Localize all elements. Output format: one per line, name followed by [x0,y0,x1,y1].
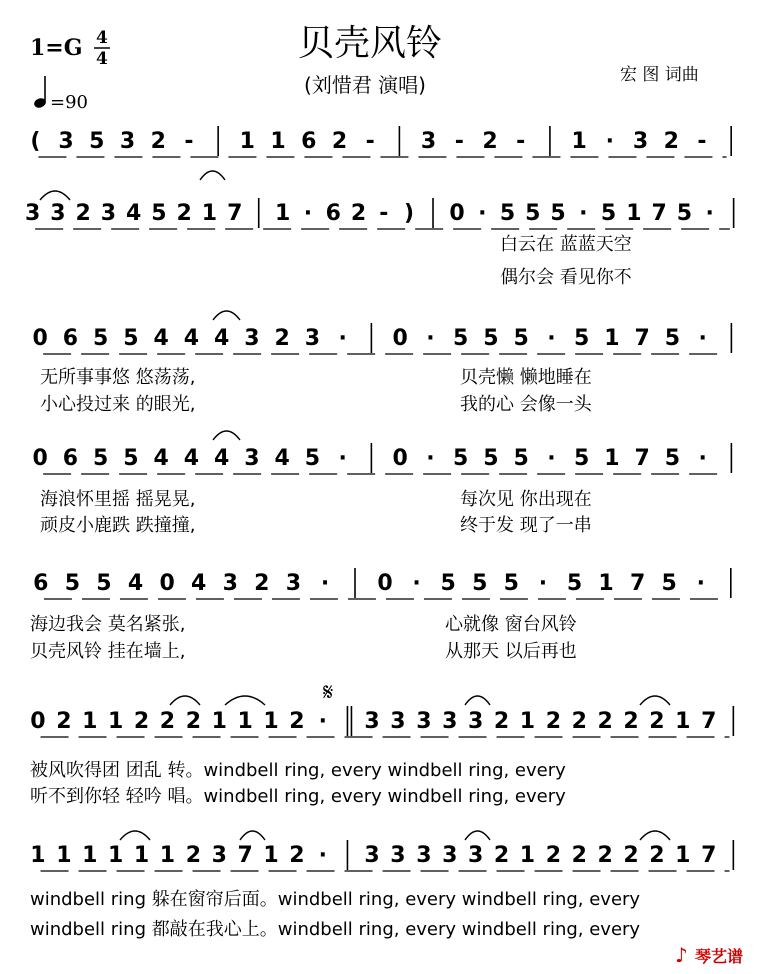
note-4: 4 [153,326,169,351]
note-2: 2 [571,709,587,734]
note-2: 2 [274,326,290,351]
note-·: · [426,326,435,351]
note--: - [184,129,194,154]
note-3: 3 [211,843,227,868]
slur [40,191,70,200]
note-3: 3 [416,843,432,868]
note-5: 5 [89,129,105,154]
lyric-line: 海边我会 莫名紧张, [30,614,186,635]
note-1: 1 [159,843,176,868]
lyric-line: 顽皮小鹿跌 跌撞撞, [40,515,196,536]
note-0: 0 [32,326,48,351]
lyric-line: windbell ring 躲在窗帘后面。windbell ring, every windbell ring, every [30,889,641,910]
note-·: · [698,446,707,471]
note-5: 5 [123,446,139,471]
note-5: 5 [452,446,469,471]
note-3: 3 [58,129,74,154]
note-5: 5 [472,571,488,596]
note-2: 2 [493,709,510,734]
tempo-marking: =90 [50,92,88,113]
note-5: 5 [452,326,469,351]
note-2: 2 [649,843,665,868]
lyric-line: 我的心 会像一头 [460,394,592,415]
note-1: 1 [133,843,150,868]
system-1 [30,126,731,157]
note-3: 3 [364,843,380,868]
header [30,23,699,113]
watermark-text: 琴艺谱 [695,947,744,966]
note-3: 3 [467,709,484,734]
performer: (刘惜君 演唱) [304,73,426,97]
note-2: 2 [75,201,91,226]
note-2: 2 [649,709,665,734]
note-1: 1 [201,201,218,226]
segno-sign: 𝄋 [323,678,334,706]
note-3: 3 [442,843,458,868]
slur [640,831,670,840]
note-·: · [318,843,328,868]
note-2: 2 [254,571,270,596]
note-3: 3 [100,201,117,226]
note-5: 5 [483,446,499,471]
note-2: 2 [571,843,587,868]
note-3: 3 [467,843,484,868]
note-2: 2 [185,843,202,868]
note-1: 1 [626,201,642,226]
note-1: 1 [263,709,279,734]
note-7: 7 [634,446,650,471]
note-0: 0 [30,709,46,734]
note-5: 5 [550,201,566,226]
note-5: 5 [123,326,139,351]
note-7: 7 [634,326,650,351]
note-3: 3 [416,709,432,734]
note-5: 5 [96,571,112,596]
note-1: 1 [604,326,620,351]
note-1: 1 [82,709,98,734]
note-1: 1 [275,201,291,226]
note-3: 3 [420,129,437,154]
note-2: 2 [623,843,639,868]
note-2: 2 [623,709,639,734]
note-0: 0 [392,446,408,471]
note-(: ( [30,129,41,154]
note-6: 6 [33,571,49,596]
slur [213,431,240,440]
lyric-line: windbell ring 都敲在我心上。windbell ring, every windbell ring, every [30,919,641,940]
note-1: 1 [519,709,536,734]
time-signature-denominator: 4 [96,49,108,69]
note-0: 0 [449,201,465,226]
note-4: 4 [213,326,230,351]
note-2: 2 [159,709,176,734]
note-7: 7 [227,201,243,226]
note-·: · [320,571,330,596]
note-6: 6 [301,129,317,154]
note-5: 5 [573,446,590,471]
note-1: 1 [82,843,98,868]
note-5: 5 [503,571,519,596]
note-6: 6 [62,326,79,351]
note-5: 5 [664,326,681,351]
note-5: 5 [525,201,541,226]
note-2: 2 [597,709,613,734]
note-4: 4 [191,571,207,596]
lyric-line: 被风吹得团 团乱 转。windbell ring, every windbell ring, every [30,760,566,781]
slur [170,696,200,705]
watermark-logo-icon: ♪ [675,943,688,967]
note-4: 4 [183,446,200,471]
note-5: 5 [676,201,693,226]
credits: 宏 图 词曲 [620,65,699,85]
slur [213,311,240,320]
note-2: 2 [150,129,166,154]
note-2: 2 [56,709,72,734]
note-3: 3 [442,709,458,734]
system-3 [32,323,731,415]
note-1: 1 [675,709,691,734]
note-5: 5 [513,446,529,471]
lyric-line: 贝壳风铃 挂在墙上, [30,641,186,662]
lyric-line: 从那天 以后再也 [445,641,577,662]
lyric-line: 听不到你轻 轻吟 唱。windbell ring, every windbell ring, every [30,786,566,807]
note-·: · [538,571,548,596]
note-6: 6 [325,201,341,226]
note-5: 5 [600,201,617,226]
note-·: · [696,571,705,596]
note-1: 1 [56,843,72,868]
slur [225,696,265,705]
note-1: 1 [571,129,587,154]
note-·: · [605,129,615,154]
note-0: 0 [377,571,393,596]
note-2: 2 [663,129,679,154]
note-·: · [705,201,714,226]
note-5: 5 [661,571,677,596]
system-5 [30,568,731,662]
note-4: 4 [127,571,144,596]
note-3: 3 [390,709,406,734]
note-2: 2 [176,201,192,226]
lyric-line: 小心投过来 的眼光, [40,394,196,415]
note-5: 5 [304,446,321,471]
note-5: 5 [566,571,583,596]
note-4: 4 [183,326,200,351]
note-1: 1 [270,129,286,154]
note-4: 4 [153,446,169,471]
note-·: · [478,201,487,226]
note--: - [365,129,375,154]
note-3: 3 [632,129,649,154]
notation-systems [25,126,734,940]
watermark [675,943,743,967]
note-1: 1 [598,571,614,596]
note-·: · [303,201,313,226]
note--: - [516,129,526,154]
note-·: · [547,326,556,351]
note-7: 7 [629,571,646,596]
quarter-note-icon [33,76,47,109]
note--: - [454,129,464,154]
note-0: 0 [392,326,408,351]
note-5: 5 [513,326,529,351]
note-1: 1 [519,843,536,868]
note-3: 3 [244,326,260,351]
note-4: 4 [213,446,230,471]
note-·: · [698,326,707,351]
note-5: 5 [573,326,590,351]
note-2: 2 [331,129,348,154]
note-1: 1 [107,843,124,868]
note-7: 7 [701,709,717,734]
note-1: 1 [675,843,691,868]
system-6 [30,706,733,807]
system-4 [32,443,731,536]
note-2: 2 [289,843,305,868]
lyric-line: 贝壳懒 懒地睡在 [460,367,592,388]
note-4: 4 [274,446,290,471]
slur [465,696,490,705]
note-2: 2 [545,843,562,868]
song-title: 贝壳风铃 [297,23,443,64]
note-3: 3 [304,326,321,351]
note-·: · [338,326,347,351]
lyric-line: 无所事事悠 悠荡荡, [40,367,196,388]
note-2: 2 [545,709,562,734]
system-7 [30,840,733,940]
note-7: 7 [701,843,717,868]
note--: - [379,201,389,226]
note-·: · [426,446,435,471]
note-5: 5 [499,201,516,226]
note-5: 5 [483,326,499,351]
note-2: 2 [350,201,367,226]
slur [200,171,225,180]
note-5: 5 [440,571,456,596]
note-·: · [579,201,588,226]
note-1: 1 [237,709,253,734]
note-1: 1 [30,843,46,868]
note-3: 3 [119,129,136,154]
note-2: 2 [185,709,202,734]
note-5: 5 [151,201,167,226]
slur [240,831,265,840]
note-1: 1 [239,129,255,154]
note-4: 4 [126,201,142,226]
time-signature-numerator: 4 [96,28,108,48]
lyric-line: 终于发 现了一串 [460,515,592,536]
note-1: 1 [604,446,620,471]
slur [640,696,670,705]
note-): ) [403,201,415,226]
lyric-line: 心就像 窗台风铃 [445,614,577,635]
lyric-line: 海浪怀里摇 摇晃晃, [40,489,196,510]
note-3: 3 [364,709,380,734]
note-5: 5 [92,446,109,471]
note-5: 5 [92,326,109,351]
note-·: · [412,571,421,596]
system-2 [25,198,734,288]
note-2: 2 [493,843,510,868]
note-1: 1 [263,843,279,868]
lyric-line: 每次见 你出现在 [460,489,592,510]
note-·: · [338,446,347,471]
note-0: 0 [32,446,48,471]
note-0: 0 [159,571,175,596]
note-5: 5 [64,571,81,596]
note-3: 3 [24,201,41,226]
note-2: 2 [597,843,613,868]
note-2: 2 [289,709,305,734]
note-3: 3 [222,571,238,596]
lyric-line: 偶尔会 看见你不 [500,267,632,288]
key-signature: 1=G [30,35,83,61]
note-3: 3 [244,446,260,471]
note-3: 3 [50,201,66,226]
note-6: 6 [62,446,79,471]
note-·: · [547,446,556,471]
note-1: 1 [211,709,227,734]
note-5: 5 [664,446,681,471]
note-3: 3 [390,843,406,868]
note-·: · [318,709,328,734]
note-7: 7 [237,843,253,868]
note-3: 3 [285,571,302,596]
note-1: 1 [107,709,124,734]
slur [465,831,490,840]
note-2: 2 [133,709,150,734]
slur [120,831,150,840]
lyric-line: 白云在 蓝蓝天空 [500,234,632,255]
note-2: 2 [482,129,498,154]
note-7: 7 [651,201,667,226]
note--: - [697,129,707,154]
